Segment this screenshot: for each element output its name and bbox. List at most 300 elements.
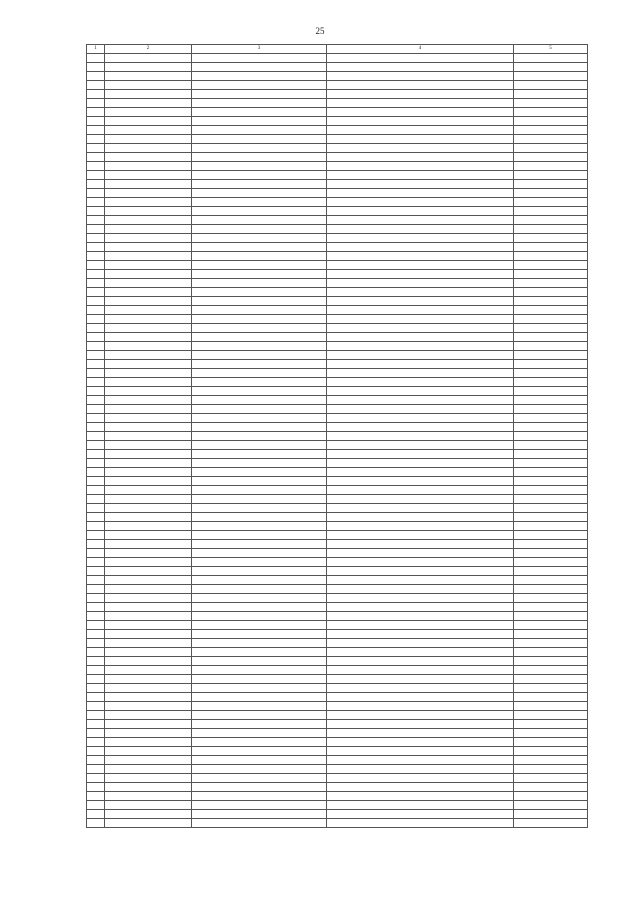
table-row	[87, 54, 588, 63]
table-row	[87, 459, 588, 468]
table-cell	[514, 729, 588, 738]
table-cell	[87, 360, 105, 369]
table-cell	[192, 639, 327, 648]
table-cell	[87, 216, 105, 225]
table-cell	[192, 441, 327, 450]
table-cell	[514, 630, 588, 639]
table-cell	[192, 612, 327, 621]
table-row	[87, 531, 588, 540]
table-cell	[327, 270, 514, 279]
table-cell	[192, 675, 327, 684]
table-cell	[105, 567, 192, 576]
table-cell	[105, 270, 192, 279]
table-cell	[105, 441, 192, 450]
table-row	[87, 603, 588, 612]
table-cell	[105, 171, 192, 180]
table-cell	[105, 747, 192, 756]
table-cell	[105, 450, 192, 459]
table-row	[87, 612, 588, 621]
table-cell	[192, 684, 327, 693]
table-cell	[87, 243, 105, 252]
table-cell	[105, 477, 192, 486]
table-cell	[192, 279, 327, 288]
table-cell	[105, 216, 192, 225]
table-cell	[514, 171, 588, 180]
table-cell	[192, 468, 327, 477]
table-cell	[514, 234, 588, 243]
table-cell	[87, 414, 105, 423]
table-cell	[105, 162, 192, 171]
table-cell	[192, 315, 327, 324]
table-cell	[192, 225, 327, 234]
table-row	[87, 378, 588, 387]
table-row	[87, 117, 588, 126]
table-cell	[87, 495, 105, 504]
table-cell	[327, 414, 514, 423]
table-cell	[327, 72, 514, 81]
table-cell	[514, 288, 588, 297]
table-cell	[192, 396, 327, 405]
table-cell	[327, 549, 514, 558]
table-cell	[105, 540, 192, 549]
table-cell	[105, 639, 192, 648]
table-row	[87, 351, 588, 360]
table-cell	[192, 90, 327, 99]
table-row	[87, 234, 588, 243]
table-cell	[105, 351, 192, 360]
table-cell	[514, 531, 588, 540]
table-cell	[327, 90, 514, 99]
table-cell	[327, 405, 514, 414]
table-cell	[514, 99, 588, 108]
table-cell	[327, 198, 514, 207]
table-cell	[327, 783, 514, 792]
table-cell	[514, 315, 588, 324]
table-row	[87, 747, 588, 756]
table-cell	[514, 459, 588, 468]
table-cell	[87, 99, 105, 108]
table-cell	[514, 639, 588, 648]
table-cell	[192, 531, 327, 540]
table-cell	[514, 342, 588, 351]
table-cell	[105, 423, 192, 432]
table-cell	[514, 306, 588, 315]
table-row	[87, 765, 588, 774]
table-cell	[87, 432, 105, 441]
table-cell	[192, 243, 327, 252]
table-cell	[192, 585, 327, 594]
table-row	[87, 81, 588, 90]
table-row	[87, 711, 588, 720]
table-cell	[87, 738, 105, 747]
table-cell	[87, 189, 105, 198]
table-cell	[514, 189, 588, 198]
table-cell	[514, 369, 588, 378]
table-cell	[192, 171, 327, 180]
table-cell	[87, 351, 105, 360]
table-cell	[192, 432, 327, 441]
table-cell	[105, 576, 192, 585]
table-cell	[105, 279, 192, 288]
table-cell	[87, 585, 105, 594]
table-cell	[514, 351, 588, 360]
table-row	[87, 315, 588, 324]
table-cell	[514, 144, 588, 153]
table-cell	[514, 360, 588, 369]
table-row	[87, 630, 588, 639]
table-cell	[87, 477, 105, 486]
table-cell	[87, 117, 105, 126]
table-cell	[514, 801, 588, 810]
table-cell	[327, 648, 514, 657]
table-row	[87, 396, 588, 405]
table-row	[87, 261, 588, 270]
table-cell	[105, 585, 192, 594]
table-cell	[327, 63, 514, 72]
table-cell	[105, 756, 192, 765]
table-cell	[327, 603, 514, 612]
table-cell	[192, 423, 327, 432]
table-cell	[327, 153, 514, 162]
table-cell	[514, 549, 588, 558]
table-row	[87, 207, 588, 216]
table-row	[87, 171, 588, 180]
table-cell	[87, 387, 105, 396]
table-cell	[327, 612, 514, 621]
table-cell	[192, 63, 327, 72]
column-header-3: 3	[192, 45, 327, 54]
table-cell	[514, 216, 588, 225]
table-cell	[87, 630, 105, 639]
table-cell	[87, 315, 105, 324]
table-row	[87, 306, 588, 315]
table-cell	[514, 576, 588, 585]
table-cell	[192, 801, 327, 810]
table-cell	[327, 558, 514, 567]
table-cell	[192, 369, 327, 378]
table-cell	[514, 765, 588, 774]
table-row	[87, 144, 588, 153]
table-cell	[105, 135, 192, 144]
table-cell	[105, 522, 192, 531]
table-cell	[192, 459, 327, 468]
table-cell	[327, 630, 514, 639]
table-cell	[87, 729, 105, 738]
table-cell	[105, 432, 192, 441]
table-cell	[87, 792, 105, 801]
table-cell	[87, 252, 105, 261]
table-row	[87, 333, 588, 342]
table-cell	[327, 513, 514, 522]
table-cell	[514, 477, 588, 486]
table-cell	[105, 711, 192, 720]
table-cell	[327, 585, 514, 594]
table-cell	[87, 270, 105, 279]
table-cell	[87, 297, 105, 306]
table-cell	[87, 558, 105, 567]
table-row	[87, 513, 588, 522]
table-row	[87, 621, 588, 630]
table-cell	[192, 774, 327, 783]
table-cell	[514, 243, 588, 252]
table-cell	[87, 801, 105, 810]
table-cell	[327, 459, 514, 468]
table-cell	[327, 288, 514, 297]
table-cell	[327, 378, 514, 387]
table-cell	[327, 234, 514, 243]
table-cell	[327, 774, 514, 783]
table-cell	[327, 207, 514, 216]
table-row	[87, 549, 588, 558]
table-cell	[327, 720, 514, 729]
table-cell	[514, 558, 588, 567]
table-cell	[105, 558, 192, 567]
table-row	[87, 108, 588, 117]
table-cell	[105, 90, 192, 99]
table-cell	[192, 72, 327, 81]
column-header-4: 4	[327, 45, 514, 54]
table-cell	[514, 675, 588, 684]
table-cell	[87, 234, 105, 243]
table-cell	[514, 405, 588, 414]
table-cell	[327, 675, 514, 684]
table-cell	[192, 810, 327, 819]
table-cell	[327, 441, 514, 450]
table-cell	[87, 54, 105, 63]
table-cell	[514, 621, 588, 630]
table-cell	[514, 810, 588, 819]
table-cell	[192, 603, 327, 612]
table-cell	[105, 675, 192, 684]
table-cell	[327, 594, 514, 603]
table-row	[87, 801, 588, 810]
table-row	[87, 657, 588, 666]
table-cell	[105, 774, 192, 783]
table-row	[87, 198, 588, 207]
table-cell	[327, 243, 514, 252]
table-cell	[87, 720, 105, 729]
table-cell	[87, 693, 105, 702]
table-cell	[105, 189, 192, 198]
table-cell	[514, 666, 588, 675]
table-cell	[105, 126, 192, 135]
table-cell	[87, 774, 105, 783]
table-cell	[514, 711, 588, 720]
table-cell	[87, 810, 105, 819]
table-cell	[514, 504, 588, 513]
table-cell	[87, 333, 105, 342]
table-cell	[105, 819, 192, 828]
table-cell	[327, 324, 514, 333]
table-cell	[327, 468, 514, 477]
table-cell	[514, 90, 588, 99]
table-cell	[87, 522, 105, 531]
table-cell	[87, 756, 105, 765]
table-cell	[105, 495, 192, 504]
table-cell	[192, 486, 327, 495]
table-cell	[87, 207, 105, 216]
table-cell	[514, 432, 588, 441]
table-cell	[514, 702, 588, 711]
table-cell	[327, 792, 514, 801]
table-cell	[87, 225, 105, 234]
table-cell	[327, 117, 514, 126]
table-row	[87, 63, 588, 72]
table-cell	[327, 711, 514, 720]
table-cell	[105, 396, 192, 405]
table-cell	[192, 207, 327, 216]
table-cell	[327, 540, 514, 549]
table-cell	[105, 234, 192, 243]
table-cell	[105, 180, 192, 189]
table-cell	[105, 702, 192, 711]
table-row	[87, 72, 588, 81]
table-cell	[192, 162, 327, 171]
table-cell	[105, 360, 192, 369]
table-cell	[514, 513, 588, 522]
table-cell	[192, 549, 327, 558]
table-cell	[514, 126, 588, 135]
table-cell	[87, 126, 105, 135]
table-cell	[327, 99, 514, 108]
table-cell	[514, 81, 588, 90]
table-cell	[87, 198, 105, 207]
table-row	[87, 450, 588, 459]
table-cell	[87, 576, 105, 585]
table-cell	[105, 315, 192, 324]
table-cell	[105, 783, 192, 792]
table-cell	[327, 666, 514, 675]
table-cell	[514, 774, 588, 783]
table-cell	[105, 603, 192, 612]
table-cell	[87, 441, 105, 450]
table-cell	[87, 81, 105, 90]
table-row	[87, 585, 588, 594]
table-cell	[192, 630, 327, 639]
table-cell	[327, 495, 514, 504]
table-cell	[105, 468, 192, 477]
table-cell	[105, 243, 192, 252]
table-cell	[192, 270, 327, 279]
table-cell	[327, 333, 514, 342]
table-row	[87, 288, 588, 297]
table-cell	[105, 405, 192, 414]
table-cell	[105, 630, 192, 639]
table-cell	[105, 621, 192, 630]
table-cell	[87, 504, 105, 513]
table-cell	[327, 657, 514, 666]
table-cell	[327, 54, 514, 63]
table-row	[87, 297, 588, 306]
table-cell	[327, 765, 514, 774]
table-cell	[327, 252, 514, 261]
table-cell	[192, 135, 327, 144]
table-cell	[105, 252, 192, 261]
table-cell	[514, 162, 588, 171]
table-cell	[105, 297, 192, 306]
table-cell	[105, 801, 192, 810]
table-cell	[192, 198, 327, 207]
table-body	[87, 54, 588, 828]
table-row	[87, 135, 588, 144]
table-cell	[87, 666, 105, 675]
table-cell	[327, 801, 514, 810]
table-cell	[514, 207, 588, 216]
table-cell	[192, 621, 327, 630]
table-cell	[105, 387, 192, 396]
table-cell	[105, 666, 192, 675]
table-cell	[192, 711, 327, 720]
table-cell	[514, 450, 588, 459]
table-cell	[105, 99, 192, 108]
table-cell	[87, 423, 105, 432]
table-cell	[327, 144, 514, 153]
table-cell	[105, 306, 192, 315]
table-row	[87, 477, 588, 486]
table-cell	[192, 117, 327, 126]
table-cell	[192, 252, 327, 261]
table-header-row	[87, 45, 588, 54]
table-cell	[105, 81, 192, 90]
table-cell	[105, 144, 192, 153]
table-cell	[327, 189, 514, 198]
table-cell	[327, 126, 514, 135]
table-cell	[105, 738, 192, 747]
table-cell	[192, 261, 327, 270]
table-cell	[192, 405, 327, 414]
table-cell	[327, 747, 514, 756]
table-cell	[514, 333, 588, 342]
table-cell	[87, 396, 105, 405]
table-cell	[514, 297, 588, 306]
table-cell	[514, 756, 588, 765]
table-row	[87, 279, 588, 288]
table-row	[87, 369, 588, 378]
table-cell	[87, 612, 105, 621]
table-cell	[327, 567, 514, 576]
table-cell	[87, 72, 105, 81]
table-row	[87, 189, 588, 198]
table-cell	[105, 108, 192, 117]
table-cell	[87, 261, 105, 270]
table-cell	[105, 342, 192, 351]
table-cell	[327, 225, 514, 234]
table-row	[87, 468, 588, 477]
table-cell	[327, 693, 514, 702]
table-cell	[327, 738, 514, 747]
table-cell	[192, 657, 327, 666]
column-header-1: 1	[87, 45, 105, 54]
table-cell	[192, 288, 327, 297]
table-cell	[87, 171, 105, 180]
table-cell	[105, 54, 192, 63]
table-cell	[514, 153, 588, 162]
table-cell	[105, 720, 192, 729]
table-cell	[192, 342, 327, 351]
table-cell	[192, 792, 327, 801]
table-cell	[192, 522, 327, 531]
table-cell	[192, 324, 327, 333]
table-row	[87, 648, 588, 657]
table-cell	[105, 225, 192, 234]
table-cell	[192, 504, 327, 513]
table-cell	[514, 783, 588, 792]
table-row	[87, 774, 588, 783]
table-cell	[192, 333, 327, 342]
table-cell	[327, 342, 514, 351]
column-header-2: 2	[105, 45, 192, 54]
table-row	[87, 729, 588, 738]
